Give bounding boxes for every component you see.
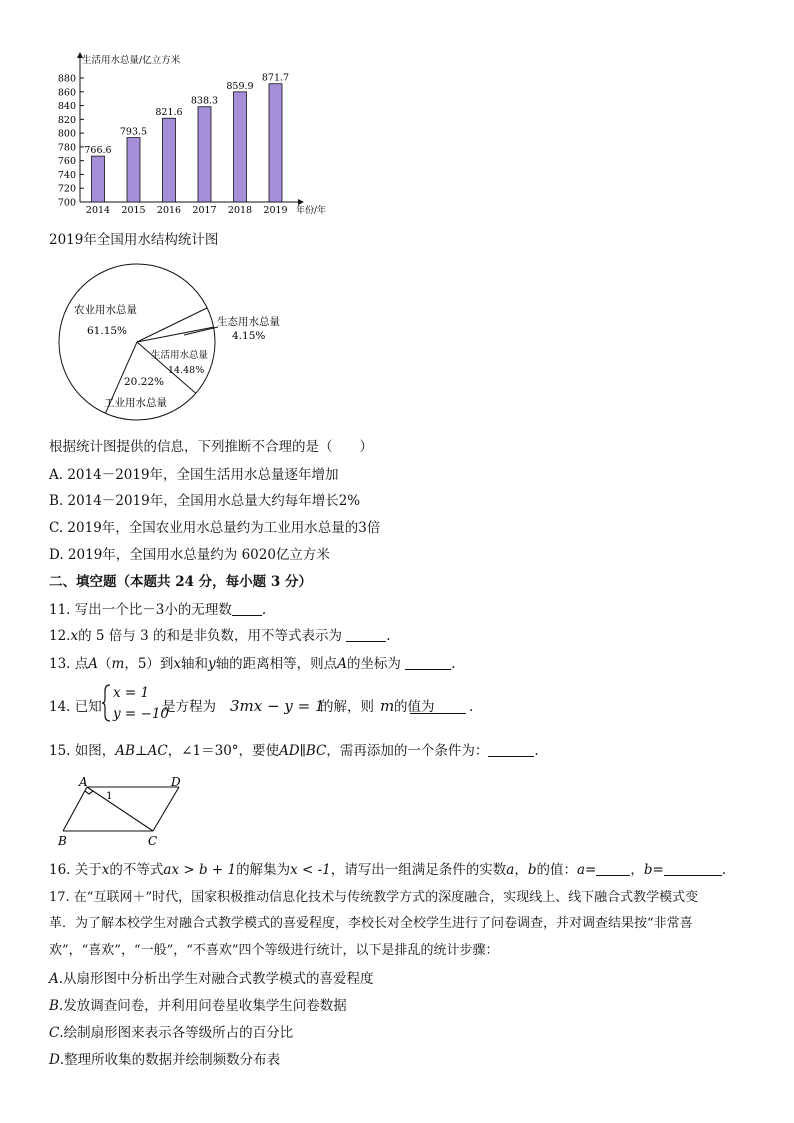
q15-text2: ，需再添加的一个条件为： — [326, 743, 489, 759]
q12-blank[interactable] — [346, 628, 386, 642]
y-tick-label: 800 — [57, 128, 76, 140]
bar-2017 — [198, 107, 211, 202]
bar-value-label: 859.9 — [226, 80, 254, 92]
q15-perp: AB⊥AC — [115, 743, 168, 759]
bar-chart — [40, 45, 370, 225]
bar-value-label: 821.6 — [155, 107, 183, 119]
q16-text: 的不等式 — [109, 862, 164, 878]
bar-chart-xlabel: 年份/年 — [296, 206, 327, 216]
q15-blank[interactable] — [488, 743, 534, 757]
y-tick-label: 700 — [57, 197, 76, 209]
question-15 — [49, 742, 539, 760]
q17-step-c-letter: C — [49, 1025, 60, 1041]
q11-end: . — [261, 602, 267, 618]
q13-m: m — [111, 656, 125, 672]
bar-2014 — [92, 156, 105, 202]
q16-blank-a[interactable] — [596, 862, 630, 876]
q16-text4: 的值： — [536, 862, 577, 878]
q16-num: 16. 关于 — [49, 862, 102, 878]
pie-value-industry: 20.22% — [124, 376, 165, 388]
q13-coord: ，5）到 — [124, 656, 174, 672]
segment-CD — [153, 787, 179, 831]
q13-and: 轴和 — [181, 656, 209, 672]
q13-x: x — [173, 656, 182, 672]
q14-text: 是方程为 — [162, 699, 216, 715]
question-11 — [49, 601, 266, 619]
q17-step-c-text: .绘制扇形图来表示各等级所占的百分比 — [59, 1025, 294, 1041]
bar-2016 — [163, 118, 176, 202]
label-A: A — [79, 775, 88, 789]
q16-a: a — [506, 862, 515, 878]
question-12 — [49, 627, 391, 645]
pie-leader-line — [184, 327, 218, 335]
q16-inequality: ax > b + 1 — [163, 862, 237, 878]
option-d: D. 2019年，全国用水总量约为 6020亿立方米 — [49, 547, 330, 563]
q17-line-1: 17. 在“互联网＋”时代，国家积极推动信息化技术与传统教学方式的深度融合，实现线上、线下融合式教学模式变 — [49, 890, 699, 905]
q16-b: b — [527, 862, 537, 878]
y-tick-label: 720 — [57, 183, 76, 195]
q15-num: 15. 如图， — [49, 743, 116, 759]
x-tick-label: 2018 — [227, 205, 253, 216]
pie-slice-boundary — [137, 327, 214, 342]
x-tick-label: 2017 — [192, 205, 217, 216]
q16-text3: ，请写出一组满足条件的实数 — [330, 862, 507, 878]
q14-end: . — [469, 699, 474, 715]
label-B: B — [58, 834, 67, 848]
q12-var: x — [70, 628, 79, 644]
y-tick-label: 860 — [57, 87, 76, 99]
pie-value-ecology: 4.15% — [232, 330, 266, 342]
bar-value-label: 871.7 — [261, 72, 290, 84]
q14-text2: 的解，则 — [320, 699, 374, 715]
bar-chart-ylabel: 生活用水总量/亿立方米 — [82, 55, 181, 66]
q16-solution: x < -1 — [290, 862, 331, 878]
q17-step-c — [49, 1024, 293, 1042]
q16-x: x — [101, 862, 110, 878]
q14-eq2: y = −10 — [113, 706, 170, 722]
q17-step-a-text: .从扇形图中分析出学生对融合式教学模式的喜爱程度 — [58, 971, 374, 987]
right-angle-mark — [85, 791, 93, 794]
q17-step-d — [49, 1051, 280, 1069]
question-16 — [49, 861, 726, 879]
y-tick-label: 880 — [57, 73, 76, 85]
q14-text3: 的值为 — [394, 699, 435, 715]
pie-chart — [40, 255, 310, 425]
q13-point2: A — [337, 656, 347, 672]
q14-brace — [101, 684, 111, 722]
label-D: D — [171, 775, 181, 789]
pie-value-agriculture: 61.15% — [87, 325, 128, 337]
pie-label-domestic: 生活用水总量 — [151, 350, 209, 361]
q14-num: 14. 已知 — [49, 699, 102, 715]
section-heading: 二、填空题（本题共 24 分，每小题 3 分） — [49, 574, 312, 590]
q13-text2: 的坐标为 — [346, 656, 401, 672]
bar-2018 — [234, 92, 247, 202]
q15-text: ，∠1＝30°，要使 — [167, 743, 280, 759]
y-tick-label: 820 — [57, 114, 76, 126]
x-tick-label: 2019 — [263, 205, 288, 216]
bar-value-label: 793.5 — [119, 126, 148, 138]
q17-step-a-letter: A — [49, 971, 59, 987]
q17-step-b-letter: B — [49, 998, 59, 1014]
q16-text2: 的解集为 — [236, 862, 291, 878]
q14-equation: 3mx − y = 1 — [230, 697, 325, 715]
bar-value-label: 766.6 — [84, 145, 112, 157]
q13-blank[interactable] — [405, 656, 451, 670]
label-C: C — [148, 834, 158, 848]
q14-blank[interactable] — [410, 700, 466, 714]
q17-step-d-text: .整理所收集的数据并绘制频数分布表 — [59, 1052, 281, 1068]
q17-step-d-letter: D — [49, 1052, 60, 1068]
q15-parallel: AD∥BC — [279, 743, 327, 759]
option-c: C. 2019年，全国农业用水总量约为工业用水总量的3倍 — [49, 520, 381, 536]
option-b: B. 2014－2019年，全国用水总量大约每年增长2% — [49, 493, 361, 509]
q12-text: 的 5 倍与 3 的和是非负数，用不等式表示为 — [78, 628, 342, 644]
pie-label-ecology: 生态用水总量 — [217, 316, 280, 328]
y-tick-label: 760 — [57, 156, 76, 168]
q13-paren: （ — [98, 656, 112, 672]
option-a: A. 2014－2019年，全国生活用水总量逐年增加 — [49, 467, 339, 483]
y-tick-label: 780 — [57, 142, 76, 154]
q14-m: m — [380, 697, 395, 715]
x-tick-label: 2014 — [85, 205, 111, 216]
question-13 — [49, 655, 456, 673]
q16-comma: ， — [514, 862, 528, 878]
bar-value-label: 838.3 — [190, 95, 219, 107]
q13-point: A — [88, 656, 99, 672]
q16-comma2: ， — [630, 862, 644, 878]
q16-blank-b[interactable] — [664, 862, 722, 876]
question-stem: 根据统计图提供的信息，下列推断不合理的是（ ） — [49, 439, 373, 455]
bar-2015 — [127, 138, 140, 202]
label-angle-1: 1 — [106, 790, 113, 802]
segment-AB — [63, 787, 87, 831]
q13-num: 13. 点 — [49, 656, 89, 672]
q14-eq1: x = 1 — [113, 685, 150, 701]
q13-text: 轴的距离相等，则点 — [215, 656, 338, 672]
q16-a-eq: a= — [576, 862, 597, 878]
q17-line-3: 欢”，“喜欢”，“一般”，“不喜欢”四个等级进行统计，以下是排乱的统计步骤： — [49, 943, 499, 958]
q11-text: 11. 写出一个比－3小的无理数 — [49, 602, 232, 618]
q13-end: . — [451, 656, 456, 672]
q16-end: . — [721, 862, 727, 878]
pie-label-industry: 工业用水总量 — [104, 397, 167, 409]
q13-y: y — [208, 656, 216, 672]
y-tick-label: 740 — [57, 169, 76, 181]
q12-num: 12. — [49, 628, 71, 644]
q17-step-a — [49, 970, 374, 988]
bar-2019 — [269, 84, 282, 202]
q15-end: . — [534, 743, 539, 759]
x-tick-label: 2015 — [121, 205, 146, 216]
geometry-figure — [50, 773, 200, 848]
q17-step-b-text: .发放调查问卷，并利用问卷星收集学生问卷数据 — [58, 998, 347, 1014]
q16-b-eq: b= — [643, 862, 664, 878]
q17-line-2: 革．为了解本校学生对融合式教学模式的喜爱程度，李校长对全校学生进行了问卷调查，并对调查结果按“非常喜 — [49, 916, 693, 931]
pie-chart-title: 2019年全国用水结构统计图 — [49, 232, 219, 248]
pie-label-agriculture: 农业用水总量 — [74, 304, 137, 316]
pie-slice-boundary — [137, 308, 207, 342]
pie-value-domestic: 14.48% — [168, 365, 205, 376]
q11-blank[interactable] — [232, 602, 262, 616]
x-tick-label: 2016 — [156, 205, 182, 216]
q12-end: . — [386, 628, 391, 644]
y-tick-label: 840 — [57, 101, 76, 113]
segment-AC — [87, 787, 153, 831]
q17-step-b — [49, 997, 347, 1015]
